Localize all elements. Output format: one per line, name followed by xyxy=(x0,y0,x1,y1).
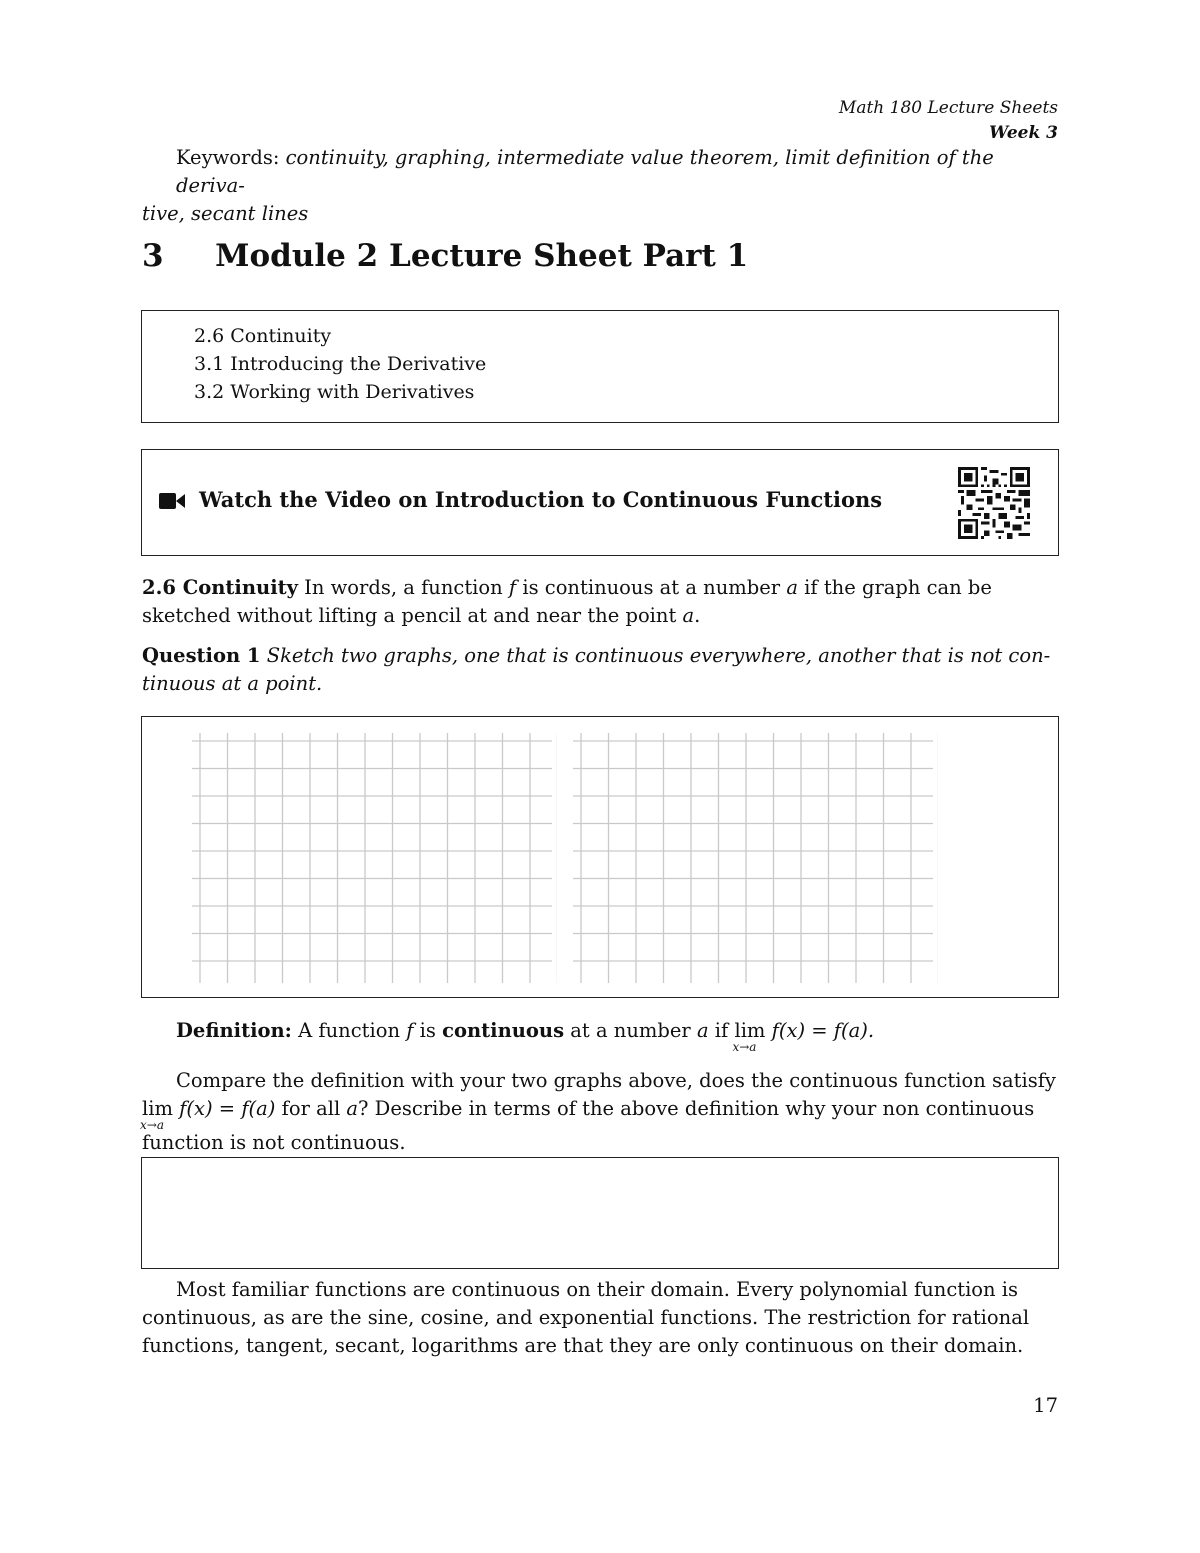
video-camera-icon xyxy=(159,493,185,509)
question-label: Question 1 xyxy=(142,644,261,667)
math-a: a xyxy=(696,1019,709,1042)
definition-text: is xyxy=(419,1019,436,1042)
continuity-text: is continuous at a number xyxy=(522,576,781,599)
keywords-list-line2: tive, secant lines xyxy=(142,202,309,225)
question-1 xyxy=(142,642,1060,698)
definition-text: if xyxy=(714,1019,729,1042)
definition-label: Definition: xyxy=(176,1019,292,1042)
continuity-heading: 2.6 Continuity xyxy=(142,576,298,599)
sketch-area[interactable] xyxy=(141,716,1059,998)
video-title[interactable]: Watch the Video on Introduction to Continuous Functions xyxy=(199,487,883,512)
question-text: tinuous at a point. xyxy=(142,672,323,695)
math-a: a xyxy=(786,576,798,599)
topics-box xyxy=(141,310,1059,423)
continuity-paragraph xyxy=(142,574,1060,630)
limit-notation xyxy=(140,1095,173,1132)
compare-line1: Compare the definition with your two graphs above, does the continuous function satisfy xyxy=(176,1069,1056,1092)
math-f: f xyxy=(508,576,517,599)
lim-subscript: x→a xyxy=(732,1040,757,1054)
answer-box[interactable] xyxy=(141,1157,1059,1269)
compare-line3: function is not continuous. xyxy=(142,1131,406,1154)
course-header: Math 180 Lecture Sheets xyxy=(838,98,1058,118)
video-box[interactable] xyxy=(141,449,1059,556)
familiar-line1: Most familiar functions are continuous on their domain. Every polynomial function is xyxy=(176,1278,1019,1301)
math-a: a xyxy=(682,604,695,627)
familiar-line2: continuous, as are the sine, cosine, and exponential functions. The restriction for rational xyxy=(142,1306,1030,1329)
compare-text: for all xyxy=(281,1097,341,1120)
continuity-text: . xyxy=(694,604,701,627)
familiar-line3: functions, tangent, secant, logarithms are that they are only continuous on their domain. xyxy=(142,1334,1024,1357)
definition-text: at a number xyxy=(570,1019,691,1042)
continuity-text: if the graph can be xyxy=(804,576,992,599)
topic-item: 3.2 Working with Derivatives xyxy=(194,381,475,403)
familiar-paragraph xyxy=(142,1276,1060,1360)
section-number: 3 xyxy=(142,238,164,274)
definition xyxy=(176,1017,875,1054)
question-text: Sketch two graphs, one that is continuous everywhere, another that is not con- xyxy=(266,644,1051,667)
lim-text: lim xyxy=(734,1019,766,1042)
lim-subscript: x→a xyxy=(140,1118,164,1132)
compare-expression: f(x) = f(a) xyxy=(179,1097,276,1120)
compare-paragraph xyxy=(142,1067,1060,1157)
definition-text: A function xyxy=(298,1019,401,1042)
week-header: Week 3 xyxy=(989,123,1058,143)
compare-text: ? Describe in terms of the above definition why your non continuous xyxy=(358,1097,1035,1120)
section-heading xyxy=(142,238,748,274)
qr-code[interactable] xyxy=(957,467,1031,539)
math-f: f xyxy=(406,1019,414,1042)
keywords-label: Keywords: xyxy=(176,146,280,169)
section-title: Module 2 Lecture Sheet Part 1 xyxy=(215,238,749,274)
keywords xyxy=(142,144,1060,228)
definition-expression: f(x) = f(a). xyxy=(771,1019,875,1042)
page-number: 17 xyxy=(1033,1394,1058,1417)
continuity-text: In words, a function xyxy=(304,576,503,599)
grid-paper-left[interactable] xyxy=(192,733,557,983)
lim-text: lim xyxy=(142,1097,173,1120)
continuity-text: sketched without lifting a pencil at and near the point xyxy=(142,604,677,627)
definition-term: continuous xyxy=(442,1019,565,1042)
keywords-list-line1: continuity, graphing, intermediate value theorem, limit definition of the deriva- xyxy=(176,146,994,197)
grid-paper-right[interactable] xyxy=(573,733,938,983)
topic-item: 2.6 Continuity xyxy=(194,325,332,347)
topic-item: 3.1 Introducing the Derivative xyxy=(194,353,487,375)
math-a: a xyxy=(346,1097,359,1120)
limit-notation xyxy=(732,1017,766,1054)
